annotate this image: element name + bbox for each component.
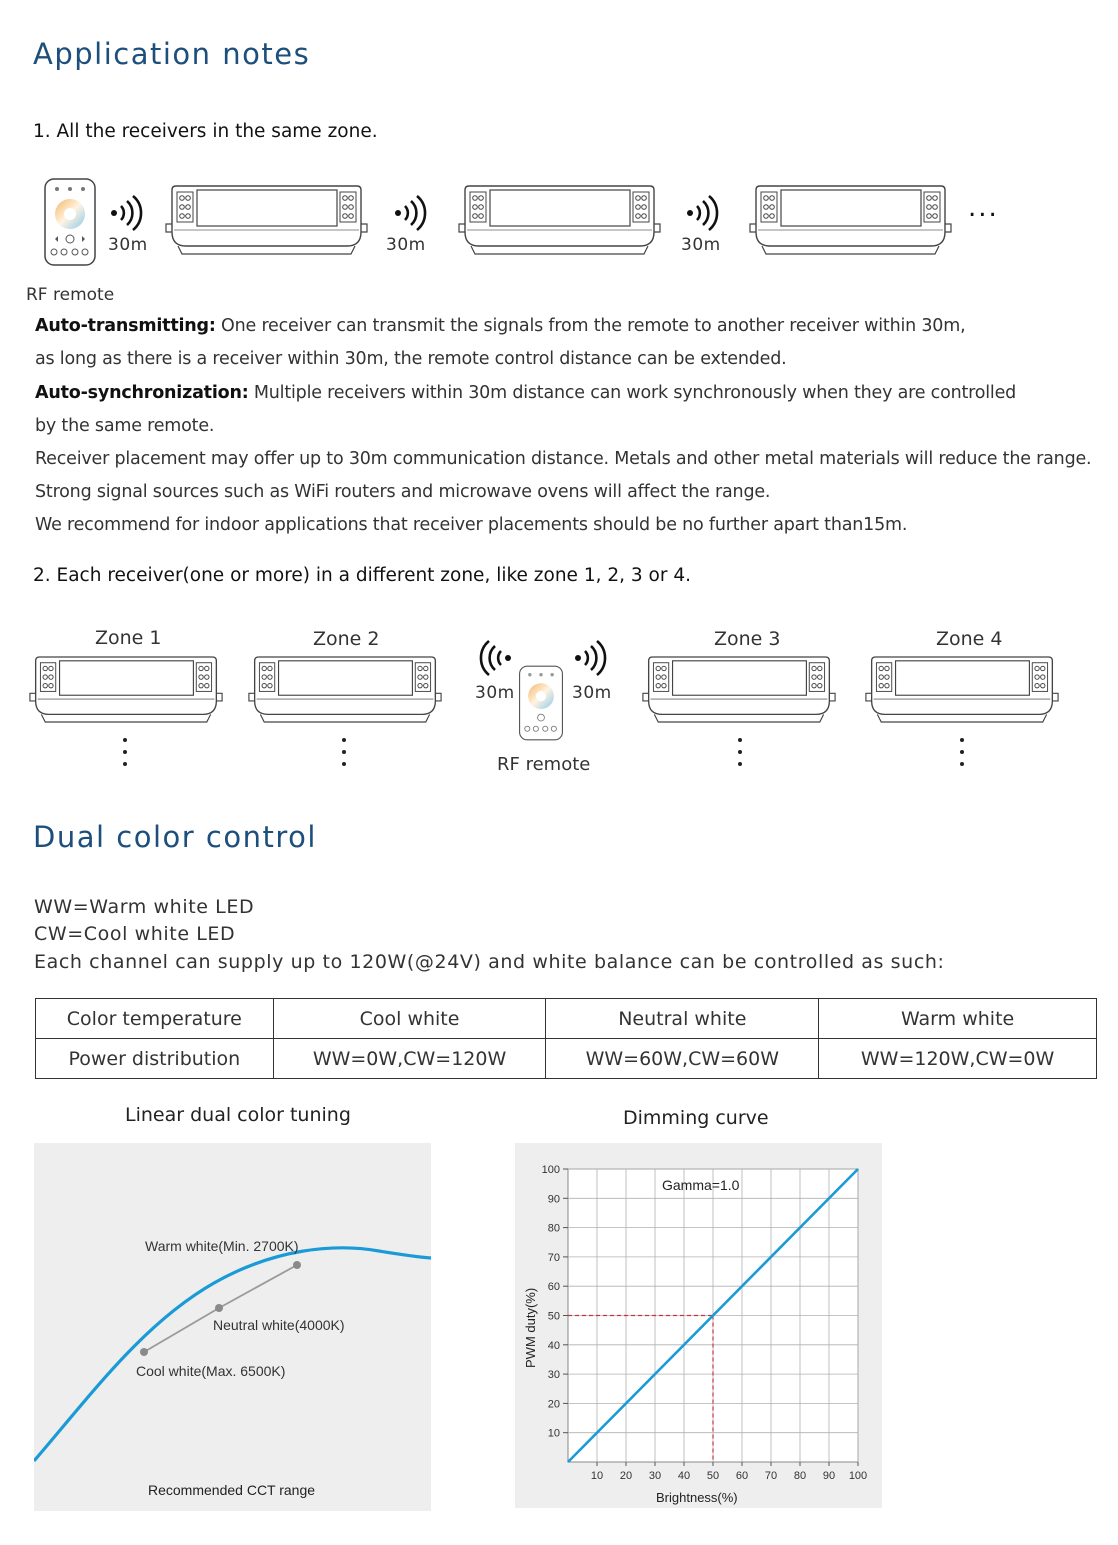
paragraph-line: by the same remote.	[35, 416, 215, 436]
paragraph-line: Receiver placement may offer up to 30m communication distance. Metals and other metal materials will reduce the range.	[35, 449, 1092, 469]
x-tick-label: 40	[677, 1470, 691, 1482]
warm-white-label: Warm white(Min. 2700K)	[145, 1238, 299, 1254]
more-receivers-dots	[960, 738, 964, 774]
legend-line: Each channel can supply up to 120W(@24V) and white balance can be controlled as such:	[34, 951, 945, 973]
x-tick-label: 30	[648, 1470, 662, 1482]
signal-waves-left-icon	[478, 640, 516, 676]
table-cell: WW=60W,CW=60W	[546, 1039, 819, 1079]
zone-label: Zone 2	[313, 628, 380, 650]
paragraph-line: Strong signal sources such as WiFi routers and microwave ovens will affect the range.	[35, 482, 771, 502]
distance-label: 30m	[386, 235, 426, 255]
y-tick-label: 50	[547, 1310, 560, 1323]
continuation-ellipsis: ...	[968, 193, 999, 223]
table-cell: Warm white	[819, 999, 1097, 1039]
remote-label: RF remote	[497, 754, 591, 775]
cool-white-label: Cool white(Max. 6500K)	[136, 1363, 286, 1379]
table-cell: WW=120W,CW=0W	[819, 1039, 1097, 1079]
x-tick-label: 100	[848, 1470, 868, 1482]
receiver-device-icon	[28, 655, 224, 724]
remote-label: RF remote	[26, 285, 115, 305]
rf-remote-icon	[42, 176, 98, 268]
legend-line: WW=Warm white LED	[34, 896, 255, 918]
y-tick-label: 80	[547, 1222, 560, 1235]
more-receivers-dots	[342, 738, 346, 774]
paragraph-line: Auto-synchronization: Multiple receivers within 30m distance can work synchronously when they are controlled	[35, 383, 1017, 403]
table-cell: WW=0W,CW=120W	[273, 1039, 546, 1079]
y-tick-label: 60	[547, 1281, 560, 1294]
zone-label: Zone 3	[714, 628, 781, 650]
x-tick-label: 90	[822, 1470, 836, 1482]
signal-waves-icon	[106, 195, 144, 231]
x-tick-label: 80	[793, 1470, 807, 1482]
y-tick-label: 40	[547, 1339, 560, 1352]
heading-different-zones: 2. Each receiver(one or more) in a different zone, like zone 1, 2, 3 or 4.	[33, 565, 691, 586]
y-axis-label: PWM duty(%)	[523, 1287, 538, 1368]
distance-label: 30m	[572, 683, 612, 703]
receiver-device-icon	[748, 184, 953, 256]
power-distribution-table	[35, 998, 1097, 1079]
y-tick-label: 90	[547, 1193, 560, 1206]
zone-label: Zone 4	[936, 628, 1003, 650]
more-receivers-dots	[738, 738, 742, 774]
section-title-dual-color-control: Dual color control	[33, 820, 317, 854]
paragraph-line: Auto-transmitting: One receiver can transmit the signals from the remote to another receiver within 30m,	[35, 316, 966, 336]
cct-chart-title: Linear dual color tuning	[125, 1104, 351, 1126]
distance-label: 30m	[108, 235, 148, 255]
x-tick-label: 60	[735, 1470, 749, 1482]
legend-line: CW=Cool white LED	[34, 923, 236, 945]
distance-label: 30m	[475, 683, 515, 703]
y-tick-label: 70	[547, 1251, 560, 1264]
x-tick-label: 20	[619, 1470, 633, 1482]
y-tick-label: 20	[547, 1398, 560, 1411]
receiver-device-icon	[864, 655, 1060, 724]
neutral-white-label: Neutral white(4000K)	[213, 1317, 345, 1333]
paragraph-line: as long as there is a receiver within 30m, the remote control distance can be extended.	[35, 349, 787, 369]
more-receivers-dots	[123, 738, 127, 774]
x-tick-label: 50	[706, 1470, 720, 1482]
cct-range-label: Recommended CCT range	[148, 1482, 316, 1498]
warm-white-point	[293, 1261, 301, 1269]
table-cell: Neutral white	[546, 999, 819, 1039]
paragraph-line: We recommend for indoor applications that receiver placements should be no further apart than15m.	[35, 515, 908, 535]
zone-label: Zone 1	[95, 627, 162, 649]
x-axis-label: Brightness(%)	[656, 1490, 738, 1505]
table-cell: Color temperature	[36, 999, 274, 1039]
gamma-annotation: Gamma=1.0	[662, 1177, 740, 1193]
table-cell: Power distribution	[36, 1039, 274, 1079]
receiver-device-icon	[164, 184, 369, 256]
table-row	[36, 999, 1097, 1039]
signal-waves-icon	[682, 195, 720, 231]
dimming-curve-chart	[515, 1143, 882, 1508]
dimming-chart-title: Dimming curve	[623, 1107, 769, 1129]
receiver-device-icon	[641, 655, 837, 724]
neutral-white-point	[215, 1304, 223, 1312]
y-tick-label: 10	[547, 1427, 560, 1440]
table-row	[36, 1039, 1097, 1079]
receiver-device-icon	[457, 184, 662, 256]
y-tick-label: 100	[541, 1164, 560, 1176]
x-tick-label: 70	[764, 1470, 778, 1482]
y-tick-label: 30	[547, 1369, 560, 1382]
cool-white-point	[140, 1348, 148, 1356]
signal-waves-icon	[390, 195, 428, 231]
table-cell: Cool white	[273, 999, 546, 1039]
distance-label: 30m	[681, 235, 721, 255]
signal-waves-right-icon	[570, 640, 608, 676]
x-tick-label: 10	[590, 1470, 604, 1482]
cct-chart	[34, 1143, 431, 1511]
rf-remote-icon	[517, 663, 565, 743]
receiver-device-icon	[247, 655, 443, 724]
heading-same-zone: 1. All the receivers in the same zone.	[33, 121, 378, 142]
section-title-application-notes: Application notes	[33, 37, 311, 71]
